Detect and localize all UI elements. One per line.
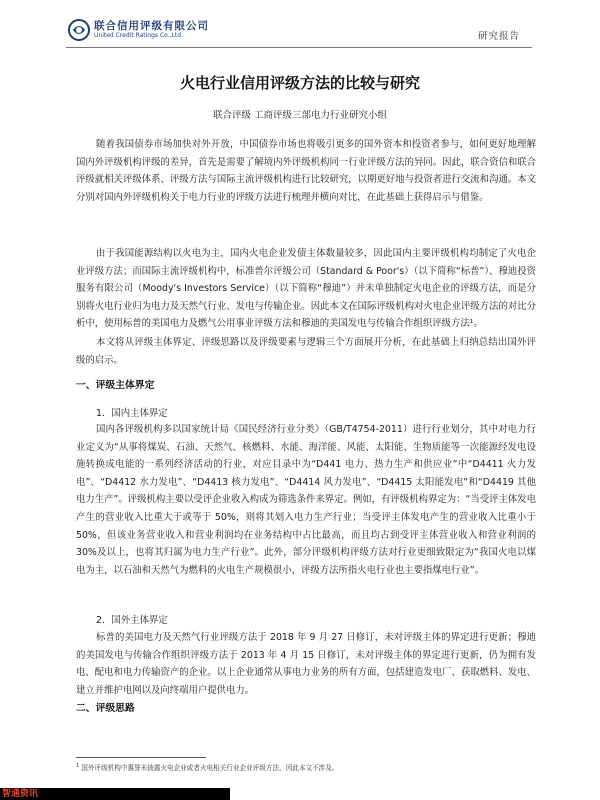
intro-paragraph-3: 本文将从评级主体界定、评级思路以及评级要素与逻辑三个方面展开分析，在此基础上归纳总结出国外评级的启示。 (76, 337, 536, 366)
intro-paragraph-2: 由于我国能源结构以火电为主，国内火电企业发债主体数量较多，因此国内主要评级机构均制定了火电企业评级方法；而国际主流评级机构中，标准普尔评级公司（Standard & Poor's）（以下简称“标普”）、穆迪投资服务有限公司（Moody's Investors Service）（以下简称“穆迪”）并未单独制定火电企业的评级方法，而是分别将火电行业归为电力及天然气行业、发电与传输企业。因此本文在国际评级机构对火电企业评级方法的对比分析中，使用标普的美国电力及燃气公用事业评级方法和穆迪的美国发电与传输合作组织评级方法¹。 (76, 248, 536, 330)
page-header (0, 0, 600, 48)
logo-chinese-name: 联合信用评级有限公司 (94, 20, 209, 32)
document-type-label: 研究报告 (478, 31, 521, 42)
section-1-2-heading: 2．国外主体界定 (96, 615, 168, 626)
author-byline: 联合评级 工商评级三部电力行业研究小组 (212, 110, 388, 121)
section-1-heading: 一、评级主体界定 (76, 380, 155, 391)
watermark-text: 智通资讯 (2, 789, 39, 799)
footnote-divider (76, 757, 206, 758)
footnote-text: 国外评级机构中惠誉未披露火电企业或者火电相关行业企业评级方法，因此本文不涉及。 (81, 764, 339, 772)
footnote-mark: 1 (76, 762, 80, 769)
header-divider (66, 47, 532, 48)
section-2-heading: 二、评级思路 (76, 703, 135, 714)
intro-paragraph-1: 随着我国债券市场加快对外开放，中国债券市场也将吸引更多的国外资本和投资者参与，如何更好地理解国内外评级机构评级的差异，首先是需要了解境内外评级机构同一行业评级方法的异同。因此，联合资信和联合评级就相关评级体系、评级方法与国际主流评级机构进行比较研究，以期更好地与投资者进行交流和沟通。本文分别对国内外评级机构关于电力行业的评级方法进行梳理并横向对比，在此基础上获得启示与借鉴。 (76, 139, 536, 203)
logo-mark-icon (68, 19, 90, 41)
company-logo (68, 18, 258, 44)
footnote (76, 762, 338, 772)
section-1-1-text: 国内各评级机构多以国家统计局《国民经济行业分类》（GB/T4754-2011）进行行业划分，其中对电力行业定义为“从事将煤炭、石油、天然气、核燃料、水能、海洋能、风能、太阳能、生物质能等一次能源经发电设施转换成电能的一系列经济活动的行业，对应目录中为“D441 电力、热力生产和供应业”中“D4411 火力发电”、“D4412 水力发电”、“D4413 核力发电”、“D4414 风力发电”、“D4415 太阳能发电”和“D4419 其他电力生产”。评级机构主要以受评企业收入构成为筛选条件来界定。例如，有评级机构界定为：“当受评主体发电产生的营业收入比重大于或等于 50%，则将其划入电力生产行业；当受评主体发电产生的营业收入比重小于 50%，但该业务营业收入和营业利润均在业务结构中占比最高，而且均占到受评主体营业收入和营业利润的 30%及以上，也将其归属为电力生产行业”。此外，部分评级机构评级方法对行业更细致限定为“我国火电以煤电为主，以石油和天然气为燃料的火电生产规模很小，评级方法所指火电行业也主要指煤电行业”。 (76, 424, 536, 576)
section-1-1-heading: 1．国内主体界定 (96, 408, 168, 419)
logo-english-name: United Credit Ratings Co.,Ltd. (94, 32, 183, 39)
document-title: 火电行业信用评级方法的比较与研究 (179, 74, 420, 92)
section-1-2-text: 标普的美国电力及天然气行业评级方法于 2018 年 9 月 27 日修订，未对评级主体的界定进行更新；穆迪的美国发电与传输合作组织评级方法于 2013 年 4 月 15 日修订，未对评级主体的界定进行更新，仍为拥有发电、配电和电力传输资产的企业。以上企业通常从事电力业务的所有方面，包括建造发电厂、获取燃料、发电、建立并维护电网以及向终端用户提供电力。 (76, 632, 536, 696)
